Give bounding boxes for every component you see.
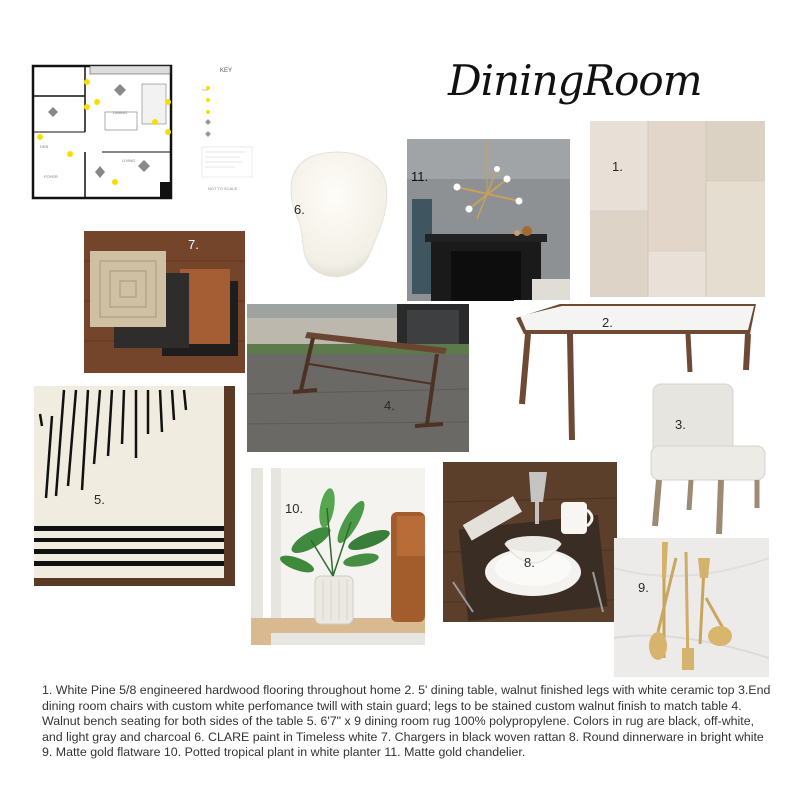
rug-photo: [34, 386, 235, 586]
dinnerware-photo: [443, 462, 617, 622]
item-number-3: 3.: [675, 417, 686, 432]
page-title: DiningRoom: [448, 56, 702, 105]
chargers-photo: [84, 231, 245, 373]
item-number-9: 9.: [638, 580, 649, 595]
room-label-dining: DINING: [113, 110, 127, 115]
bench-photo: [247, 304, 469, 452]
floor-plan: [30, 62, 262, 204]
item-number-8: 8.: [524, 555, 535, 570]
key-title: KEY: [220, 68, 233, 74]
item-number-10: 10.: [285, 501, 304, 516]
item-number-6: 6.: [294, 202, 305, 217]
chandelier-photo: [407, 139, 570, 301]
flatware-photo: [614, 538, 769, 677]
room-label-living: LIVING: [122, 158, 136, 163]
item-number-2: 2.: [602, 315, 613, 330]
north-label: NOT TO SCALE: [208, 186, 238, 191]
room-label-den: DEN: [40, 144, 49, 149]
item-number-11: 11.: [411, 169, 429, 184]
dining-chair-photo: [647, 380, 769, 537]
potted-plant-photo: [251, 468, 425, 645]
item-descriptions: 1. White Pine 5/8 engineered hardwood flooring throughout home 2. 5' dining table, walnut finished legs with white ceramic top 3.End dining room chairs with custom white perfomance twill with stain guard; legs to be stained custom walnut finish to match table 4. Walnut bench seating for both sides of the table 5. 6'7" x 9 dining room rug 100% polypropylene. Colors in rug are black, off-white, and light gray and charcoal 6. CLARE paint in Timeless white 7. Chargers in black woven rattan 8. Round dinnerware in bright white 9. Matte gold flatware 10. Potted tropical plant in white planter 11. Matte gold chandelier.: [42, 683, 771, 760]
room-label-foyer: FOYER: [44, 174, 58, 179]
item-number-7: 7.: [188, 237, 199, 252]
item-number-5: 5.: [94, 492, 105, 507]
paint-swatch-panel: [280, 145, 395, 285]
flooring-sample: [590, 121, 765, 297]
item-number-1: 1.: [612, 159, 623, 174]
item-number-4: 4.: [384, 398, 395, 413]
